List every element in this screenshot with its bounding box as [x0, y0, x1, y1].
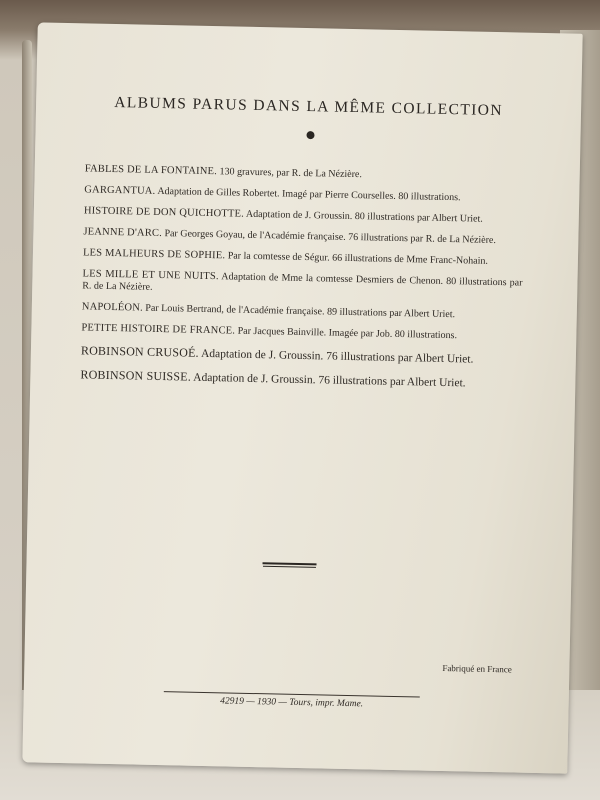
list-item: JEANNE D'ARC. Par Georges Goyau, de l'Académie française. 76 illustrations par R. de La Nézière.	[83, 226, 497, 247]
dot-ornament-icon	[307, 132, 313, 138]
list-item: ROBINSON CRUSOÉ. Adaptation de J. Groussin. 76 illustrations par Albert Uriet.	[80, 343, 474, 366]
list-item: PETITE HISTOIRE DE FRANCE. Par Jacques Bainville. Imagée par Job. 80 illustrations.	[81, 322, 458, 342]
list-item: GARGANTUA. Adaptation de Gilles Robertet. Imagé par Pierre Courselles. 80 illustrations.	[84, 184, 461, 204]
album-list	[80, 163, 525, 400]
made-in-label: Fabriqué en France	[442, 662, 512, 675]
list-item: LES MALHEURS DE SOPHIE. Par la comtesse de Ségur. 66 illustrations de Mme Franc-Nohain.	[82, 247, 489, 267]
list-item: FABLES DE LA FONTAINE. 130 gravures, par R. de La Nézière.	[84, 163, 363, 181]
list-item: NAPOLÉON. Par Louis Bertrand, de l'Académie française. 89 illustrations par Albert Uriet.	[81, 301, 456, 321]
decorative-rule	[263, 562, 317, 565]
page-title: ALBUMS PARUS DANS LA MÊME COLLECTION	[114, 93, 504, 120]
list-item: LES MILLE ET UNE NUITS. Adaptation de Mme la comtesse Desmiers de Chenon. 80 illustrations par R. de La Nézière.	[82, 268, 523, 293]
list-item: ROBINSON SUISSE. Adaptation de J. Groussin. 76 illustrations par Albert Uriet.	[80, 367, 466, 390]
book-page	[22, 22, 582, 773]
list-item: HISTOIRE DE DON QUICHOTTE. Adaptation de J. Groussin. 80 illustrations par Albert Uriet.	[83, 205, 483, 225]
printer-imprint: 42919 — 1930 — Tours, impr. Mame.	[220, 696, 364, 710]
